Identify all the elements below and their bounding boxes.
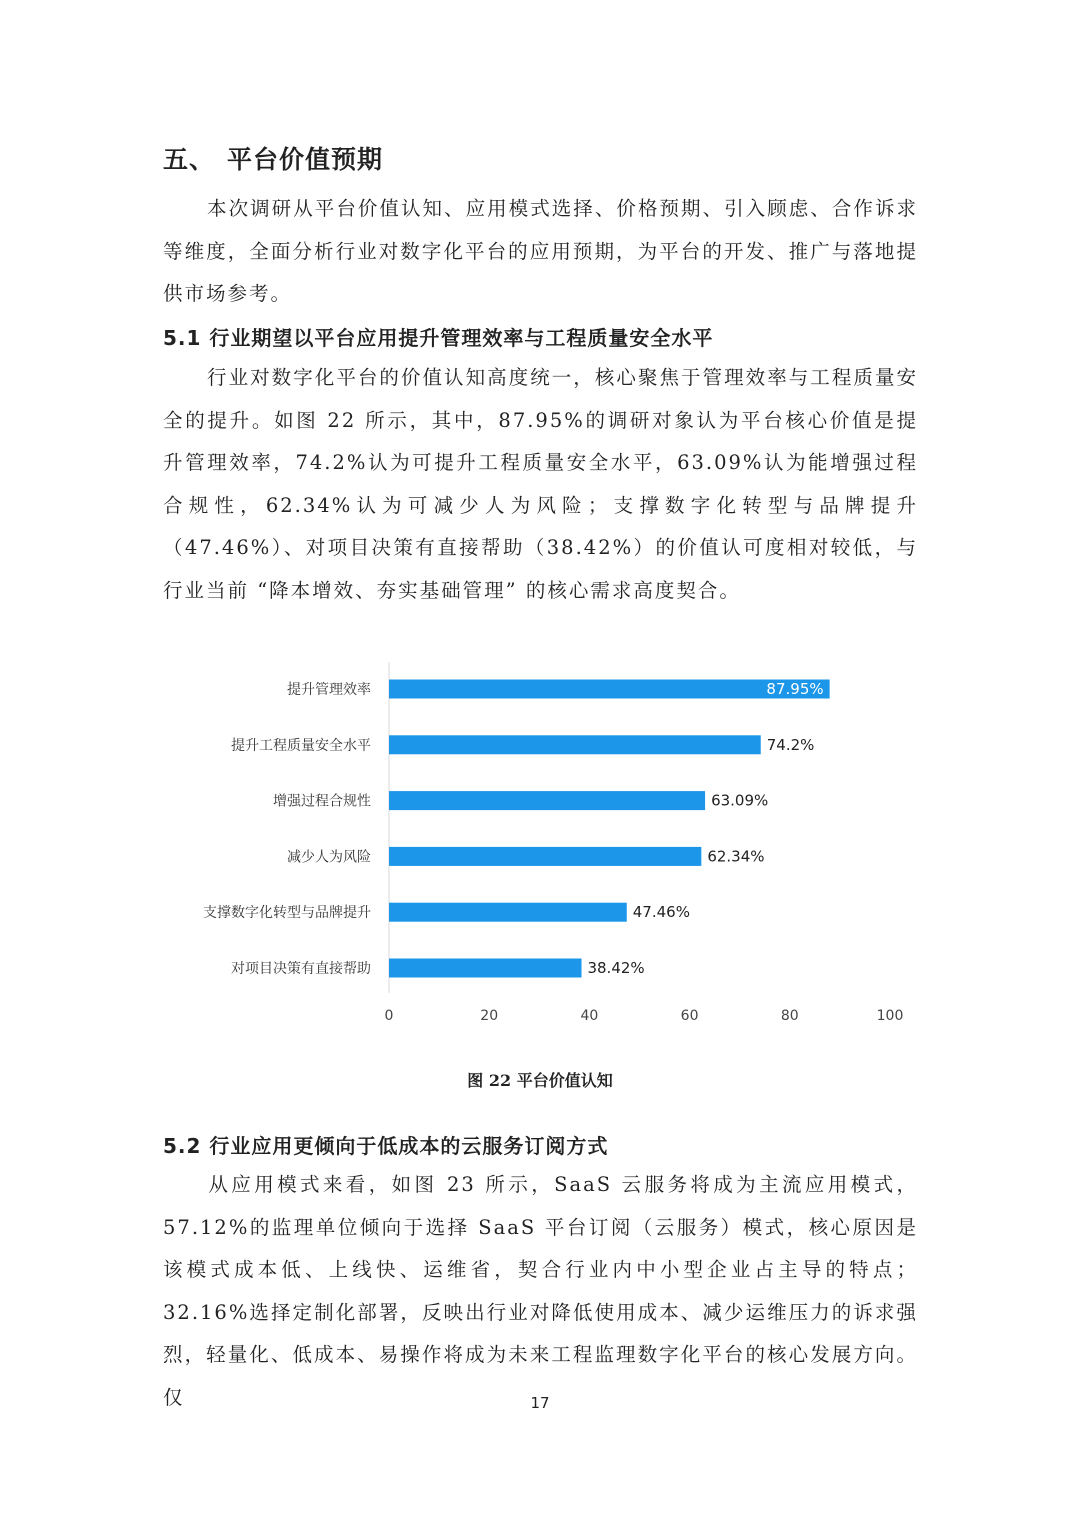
chart-tick-labels	[385, 1008, 904, 1024]
chart-bars	[389, 680, 830, 978]
category-label: 对项目决策有直接帮助	[231, 961, 371, 977]
value-label: 74.2%	[766, 735, 815, 754]
category-label: 支撑数字化转型与品牌提升	[203, 905, 371, 922]
category-label: 提升工程质量安全水平	[231, 737, 371, 754]
bar-1	[389, 680, 830, 699]
x-tick-label: 40	[580, 1008, 599, 1024]
bar-6	[389, 959, 581, 978]
section-intro-text: 本次调研从平台价值认知、应用模式选择、价格预期、引入顾虑、合作诉求等维度，全面分析行业对数字化平台的应用预期，为平台的开发、推广与落地提供市场参考。	[163, 197, 918, 305]
section-heading	[163, 140, 383, 176]
value-perception-bar-chart	[150, 650, 910, 1040]
value-label: 47.46%	[632, 903, 690, 922]
section-intro-paragraph	[163, 188, 918, 316]
bar-4	[389, 847, 701, 866]
section-number: 五、	[163, 145, 216, 174]
chart-value-labels	[587, 680, 823, 977]
subsection-1-paragraph	[163, 357, 918, 612]
x-tick-label: 100	[876, 1008, 904, 1024]
value-label: 87.95%	[766, 680, 824, 698]
x-tick-label: 20	[480, 1008, 499, 1024]
section-title: 平台价值预期	[227, 145, 384, 174]
bar-2	[389, 735, 761, 754]
value-label: 38.42%	[587, 959, 645, 977]
bar-5	[389, 903, 627, 922]
x-tick-label: 60	[680, 1008, 699, 1024]
x-tick-label: 80	[780, 1008, 799, 1024]
x-tick-label: 0	[384, 1008, 394, 1024]
subsection-1-heading: 5.1 行业期望以平台应用提升管理效率与工程质量安全水平	[163, 326, 714, 350]
value-label: 62.34%	[707, 847, 765, 866]
value-label: 63.09%	[711, 791, 769, 810]
subsection-2-heading: 5.2 行业应用更倾向于低成本的云服务订阅方式	[163, 1134, 609, 1158]
page-number: 17	[530, 1394, 550, 1412]
subsection-1-text: 行业对数字化平台的价值认知高度统一，核心聚焦于管理效率与工程质量安全的提升。如图 22 所示，其中，87.95%的调研对象认为平台核心价值是提升管理效率，74.2%认为可提升工程质量安全水平，63.09%认为能增强过程合规性，62.34%认为可减少人为风险；支撑数字化转型与品牌提升（47.46%）、对项目决策有直接帮助（38.42%）的价值认可度相对较低，与行业当前 “降本增效、夯实基础管理” 的核心需求高度契合。	[163, 366, 918, 602]
bar-3	[389, 791, 705, 810]
chart-category-labels	[203, 681, 371, 977]
category-label: 减少人为风险	[287, 849, 371, 866]
figure-caption: 图 22 平台价值认知	[467, 1071, 613, 1090]
category-label: 增强过程合规性	[273, 793, 371, 810]
subsection-2-paragraph	[163, 1164, 918, 1419]
category-label: 提升管理效率	[287, 682, 371, 698]
subsection-2-text: 从应用模式来看，如图 23 所示，SaaS 云服务将成为主流应用模式，57.12%的监理单位倾向于选择 SaaS 平台订阅（云服务）模式，核心原因是该模式成本低、上线快、运维省，契合行业内中小型企业占主导的特点；32.16%选择定制化部署，反映出行业对降低使用成本、减少运维压力的诉求强烈，轻量化、低成本、易操作将成为未来工程监理数字化平台的核心发展方向。仅	[163, 1173, 918, 1409]
